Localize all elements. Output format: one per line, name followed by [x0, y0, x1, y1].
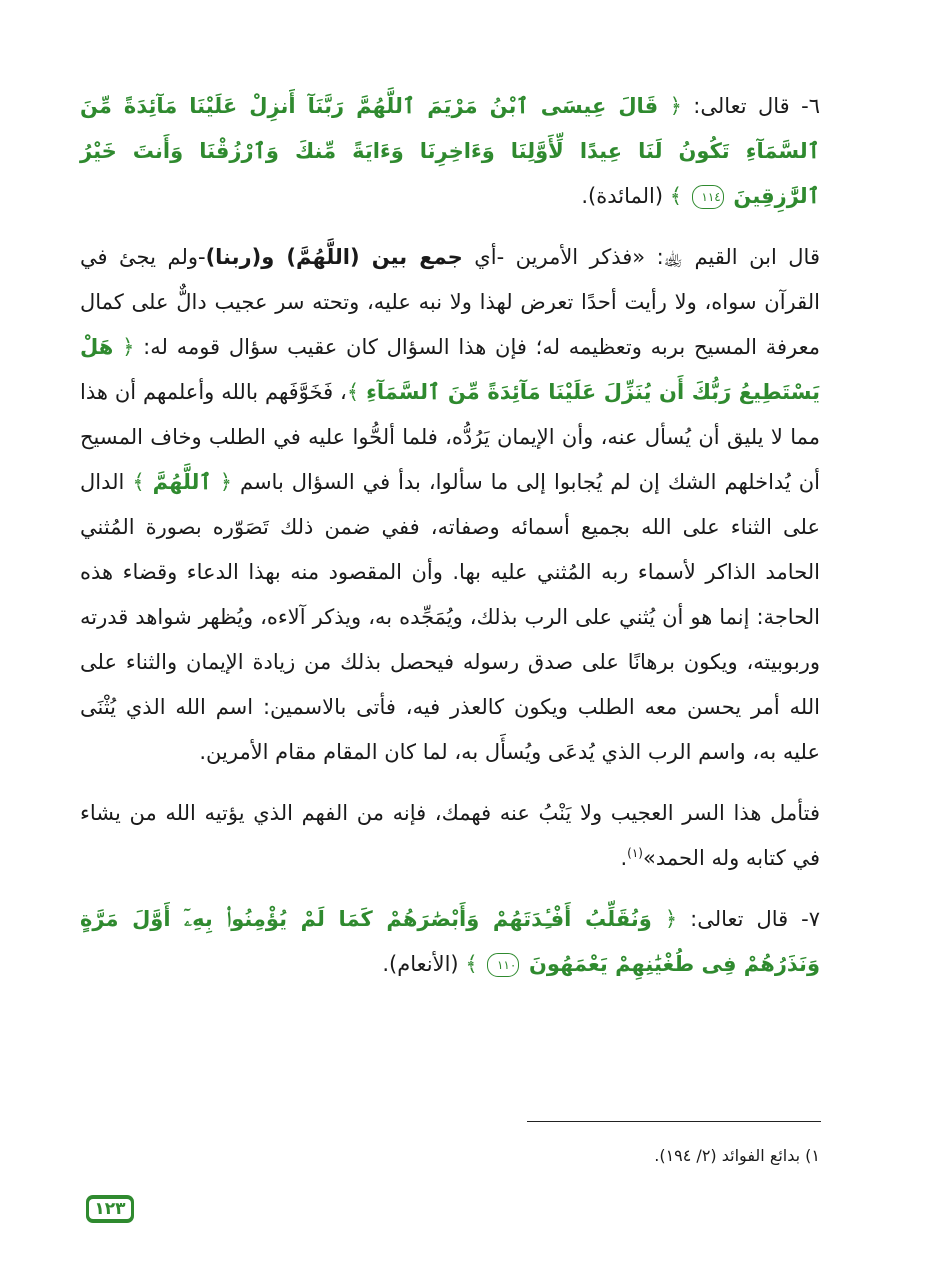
quran-open-bracket: ﴿ [122, 335, 135, 359]
ayah-number-marker: ١١٠ [487, 953, 519, 977]
page-number-badge [86, 1195, 134, 1223]
footnote-divider [527, 1121, 821, 1122]
item-7-paragraph [80, 897, 820, 987]
quote-text-b: -ولم يجئ في القرآن سواه، ولا رأيت أحدًا تعرض لهذا ولا نبه عليه، وتحته سر عجيب دالٌّ على كمال معرفة المسيح بربه وتعظيمه له؛ فإن هذا السؤال كان عقيب سؤال قومه له: [80, 245, 820, 359]
ayah-number-marker: ١١٤ [692, 185, 724, 209]
quran-close-bracket: ﴾ [132, 470, 145, 494]
quote-paragraph-1 [80, 235, 820, 775]
quote-text-p2: فتأمل هذا السر العجيب ولا يَنْبُ عنه فهمك، فإنه من الفهم الذي يؤتيه الله من يشاء في كتابه وله الحمد» [80, 801, 820, 870]
quote-text-a: قال ابن القيم ﵀: «فذكر الأمرين -أي [462, 245, 820, 269]
item-6-intro: قال تعالى: [681, 94, 790, 118]
quran-open-bracket: ﴿ [669, 94, 682, 118]
quote-paragraph-2 [80, 791, 820, 881]
quote-text-d: الدال على الثناء على الله بجميع أسمائه وصفاته، ففي ضمن ذلك تَصَوّره بصورة المُثني الحامد الذاكر لأسماء ربه المُثني عليه بها. وأن المقصود منه بهذا الدعاء وقضاء هذه الحاجة: إنما هو أن يُثني على الرب بذلك، ويُمَجِّده به، ويذكر آلاءه، ويُظهر شواهد قدرته وربوبيته، ويكون برهانًا على صدق رسوله فيحصل بذلك من زيادة الإيمان والثناء على الله أمر يحسن معه الطلب ويكون كالعذر فيه، فأتى بالاسمين: اسم الله الذي يُثْنَى عليه به، واسم الرب الذي يُدعَى ويُسأَل به، لما كان المقام مقام الأمرين. [80, 470, 820, 764]
quote-text-p2-end: . [620, 846, 628, 870]
quote-verse-1: هَلْ يَسْتَطِيعُ رَبُّكَ أَن يُنَزِّلَ عَلَيْنَا مَآئِدَةً مِّنَ ٱلسَّمَآءِ [80, 335, 820, 404]
quran-open-bracket: ﴿ [664, 907, 678, 931]
item-7-intro: قال تعالى: [677, 907, 789, 931]
quran-close-bracket: ﴾ [346, 380, 360, 404]
quote-verse-2: ٱللَّهُمَّ [152, 470, 212, 494]
item-6-verse: قَالَ عِيسَى ٱبْنُ مَرْيَمَ ٱللَّهُمَّ رَبَّنَآ أَنزِلْ عَلَيْنَا مَآئِدَةً مِّنَ ٱلسَّمَآءِ تَكُونُ لَنَا عِيدًا لِّأَوَّلِنَا وَءَاخِرِنَا وَءَايَةً مِّنكَ وَٱرْزُقْنَا وَأَنتَ خَيْرُ ٱلرَّٰزِقِينَ [80, 94, 820, 208]
page-body [80, 84, 820, 987]
footnote-reference: (١) [627, 846, 643, 860]
item-6-number: ٦- [789, 94, 820, 118]
quran-close-bracket: ﴾ [669, 184, 683, 208]
item-7-verse: وَنُقَلِّبُ أَفْـِٔدَتَهُمْ وَأَبْصَٰرَهُمْ كَمَا لَمْ يُؤْمِنُوا۟ بِهِۦٓ أَوَّلَ مَرَّةٍ وَنَذَرُهُمْ فِى طُغْيَٰنِهِمْ يَعْمَهُونَ [80, 907, 820, 976]
item-6-paragraph [80, 84, 820, 219]
item-7-number: ٧- [788, 907, 820, 931]
item-7-surah: (الأنعام). [382, 952, 466, 976]
quran-open-bracket: ﴿ [219, 470, 233, 494]
item-6-surah: (المائدة). [581, 184, 670, 208]
quote-text-c: ، فَخَوَّفَهم بالله وأعلمهم أن هذا مما لا يليق أن يُسأل عنه، وأن الإيمان يَرُدُّه، فلما ألحُّوا عليه في الطلب وخاف المسيح أن يُداخلهم الشك إن لم يُجابوا إلى ما سألوا، بدأ في السؤال باسم [80, 380, 821, 494]
quran-close-bracket: ﴾ [465, 952, 478, 976]
page-number: ١٢٣ [89, 1199, 130, 1219]
quote-bold-phrase: جمع بين (اللَّهُمَّ) و(ربنا) [205, 245, 463, 269]
footnote: ١) بدائع الفوائد (٢/ ١٩٤). [654, 1146, 820, 1165]
